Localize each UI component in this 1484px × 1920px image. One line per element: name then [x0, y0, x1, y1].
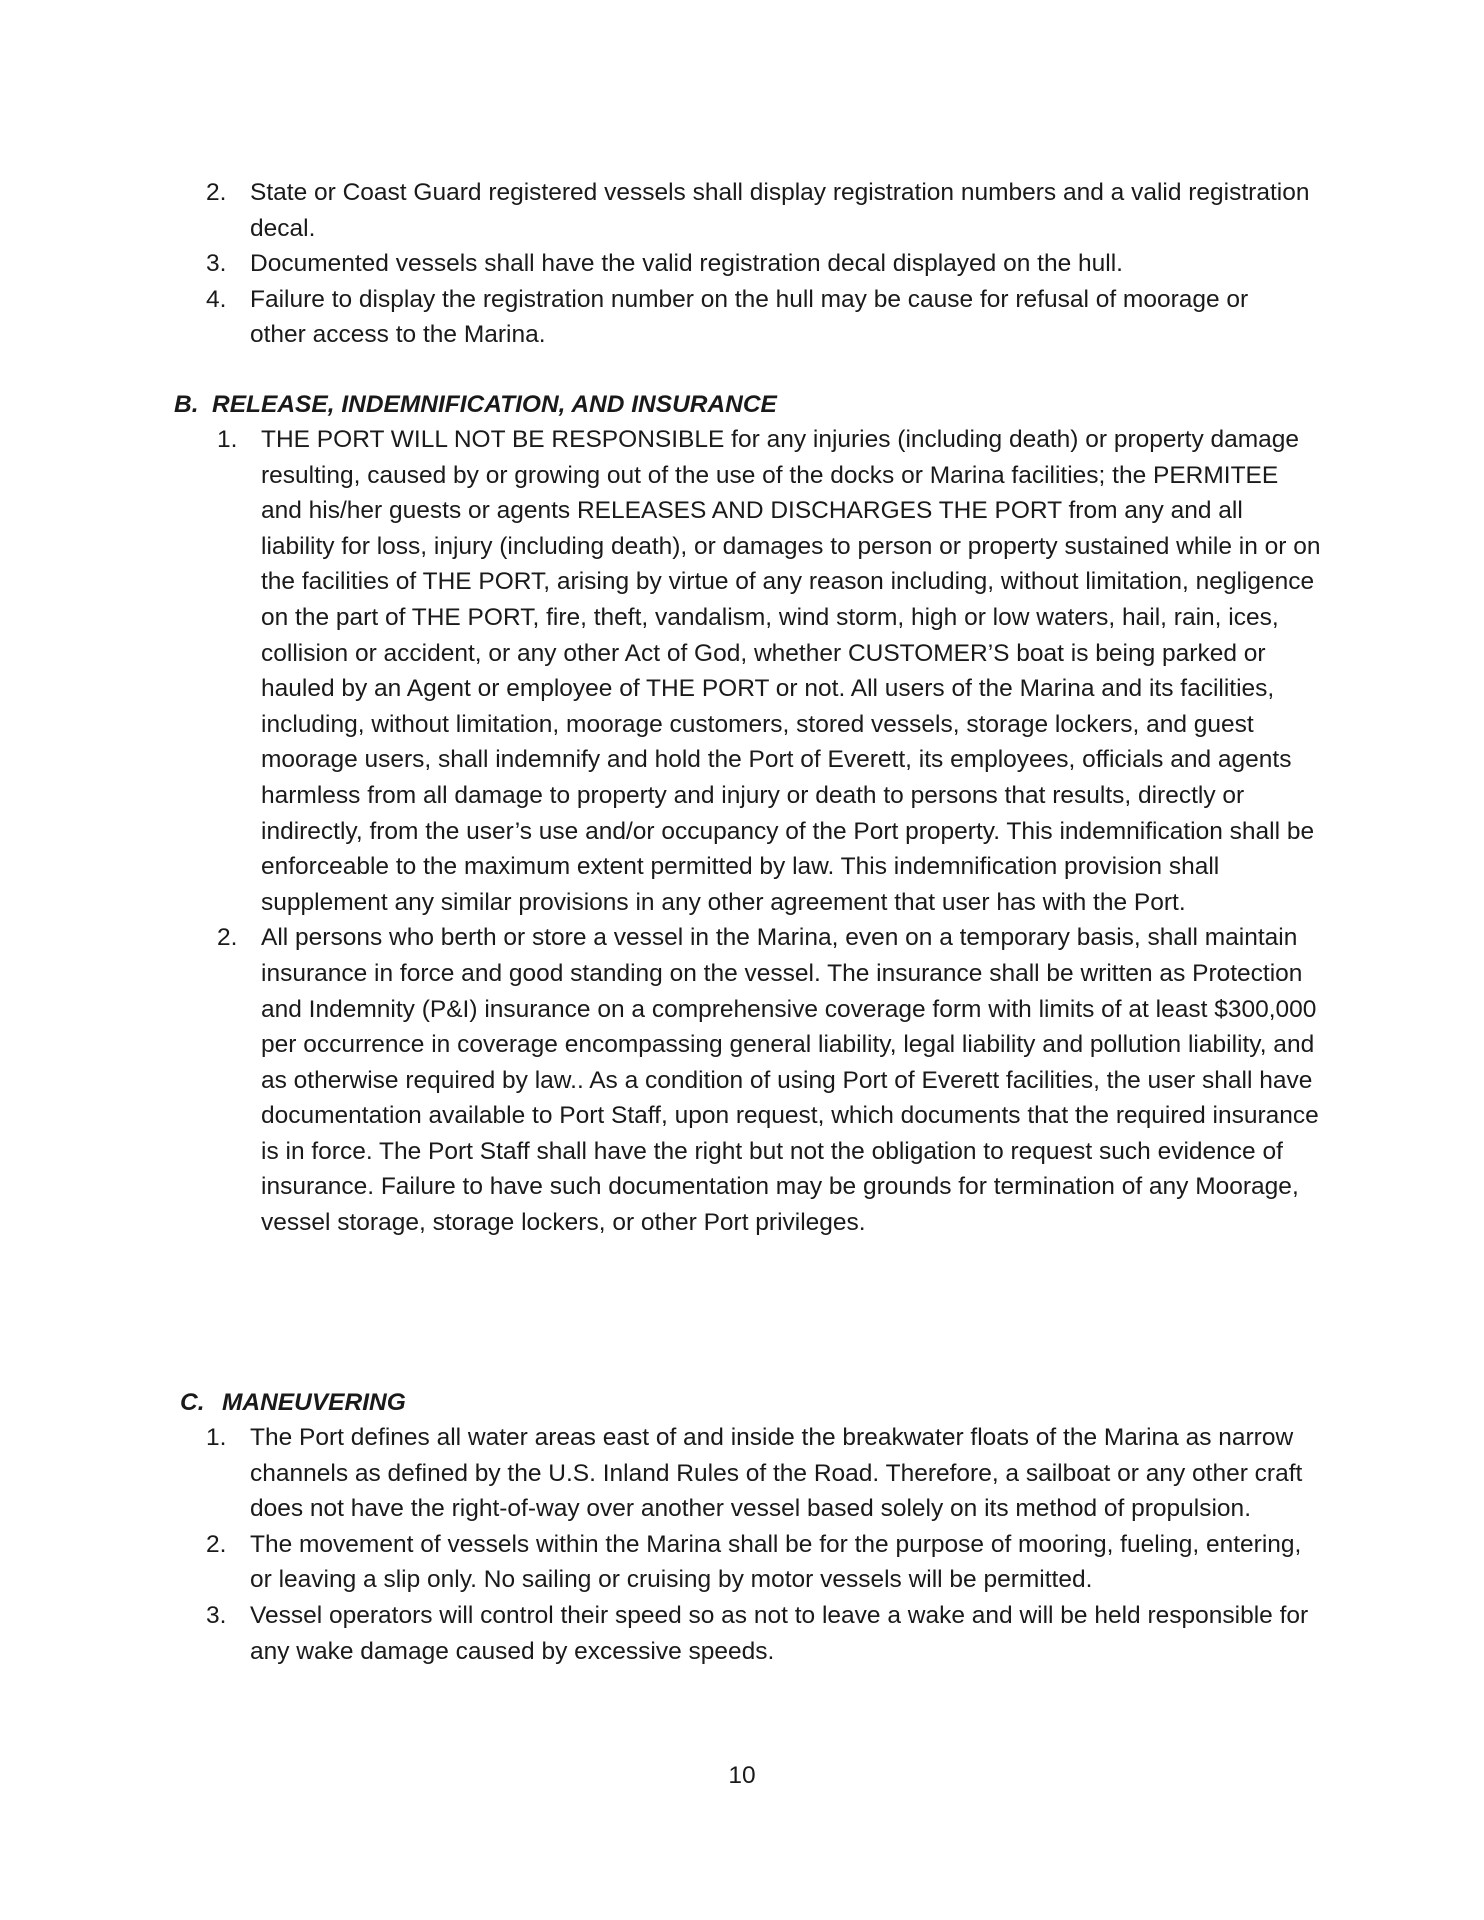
section-c-list: [206, 1420, 1310, 1669]
page-number: 10: [728, 1762, 756, 1789]
section-c-heading: [180, 1385, 406, 1421]
section-title: RELEASE, INDEMNIFICATION, AND INSURANCE: [212, 391, 777, 418]
item-text: Documented vessels shall have the valid registration decal displayed on the hull.: [250, 250, 1123, 278]
list-item: [206, 1420, 1310, 1527]
item-text: The movement of vessels within the Marina shall be for the purpose of mooring, fueling, entering, or leaving a slip only. No sailing or cruising by motor vessels will be permitted.: [250, 1530, 1302, 1594]
list-item: [206, 282, 1310, 353]
item-number: 1.: [206, 1424, 227, 1451]
item-text: Failure to display the registration number on the hull may be cause for refusal of moorage or other access to the Marina.: [250, 285, 1249, 349]
item-number: 3.: [206, 250, 227, 278]
item-number: 2.: [206, 179, 227, 206]
section-title: MANEUVERING: [222, 1389, 406, 1416]
list-item: [206, 175, 1310, 246]
item-number: 1.: [217, 426, 238, 453]
list-item: [206, 1527, 1310, 1598]
section-b-list: [217, 422, 1321, 1241]
item-text: All persons who berth or store a vessel in the Marina, even on a temporary basis, shall maintain insurance in force and good standing on the vessel. The insurance shall be written as Protection and Indemnity (P&I) insurance on a comprehensive coverage form with limits of at least $300,000 per occurrence in coverage encompassing general liability, legal liability and pollution liability, and as otherwise required by law.. As a condition of using Port of Everett facilities, the user shall have documentation available to Port Staff, upon request, which documents that the required insurance is in force. The Port Staff shall have the right but not the obligation to request such evidence of insurance. Failure to have such documentation may be grounds for termination of any Moorage, vessel storage, storage lockers, or other Port privileges.: [261, 924, 1319, 1237]
item-number: 4.: [206, 285, 227, 313]
section-letter: B.: [174, 391, 199, 418]
list-item: [217, 422, 1321, 920]
item-text: THE PORT WILL NOT BE RESPONSIBLE for any injuries (including death) or property damage resulting, caused by or growing out of the use of the docks or Marina facilities; the PERMITEE and his/her guests or agents RELEASES AND DISCHARGES THE PORT from any and all liability for loss, injury (including death), or damages to person or property sustained while in or on the facilities of THE PORT, arising by virtue of any reason including, without limitation, negligence on the part of THE PORT, fire, theft, vandalism, wind storm, high or low waters, hail, rain, ices, collision or accident, or any other Act of God, whether CUSTOMER’S boat is being parked or hauled by an Agent or employee of THE PORT or not. All users of the Marina and its facilities, including, without limitation, moorage customers, stored vessels, storage lockers, and guest moorage users, shall indemnify and hold the Port of Everett, its employees, officials and agents harmless from all damage to property and injury or death to persons that results, directly or indirectly, from the user’s use and/or occupancy of the Port property. This indemnification shall be enforceable to the maximum extent permitted by law. This indemnification provision shall supplement any similar provisions in any other agreement that user has with the Port.: [261, 426, 1321, 916]
item-text: Vessel operators will control their speed so as not to leave a wake and will be held responsible for any wake damage caused by excessive speeds.: [250, 1601, 1309, 1665]
item-number: 2.: [206, 1530, 227, 1558]
item-number: 2.: [217, 924, 238, 952]
item-text: The Port defines all water areas east of and inside the breakwater floats of the Marina as narrow channels as defined by the U.S. Inland Rules of the Road. Therefore, a sailboat or any other craft does not have the right-of-way over another vessel based solely on its method of propulsion.: [250, 1424, 1303, 1523]
section-b-heading: [174, 387, 777, 423]
item-number: 3.: [206, 1601, 227, 1629]
section-letter: C.: [180, 1389, 205, 1416]
item-text: State or Coast Guard registered vessels shall display registration numbers and a valid registration decal.: [250, 179, 1310, 242]
list-item: [206, 246, 1310, 282]
list-item: [217, 920, 1321, 1240]
list-item: [206, 1598, 1310, 1669]
section-a-list: [206, 175, 1310, 353]
